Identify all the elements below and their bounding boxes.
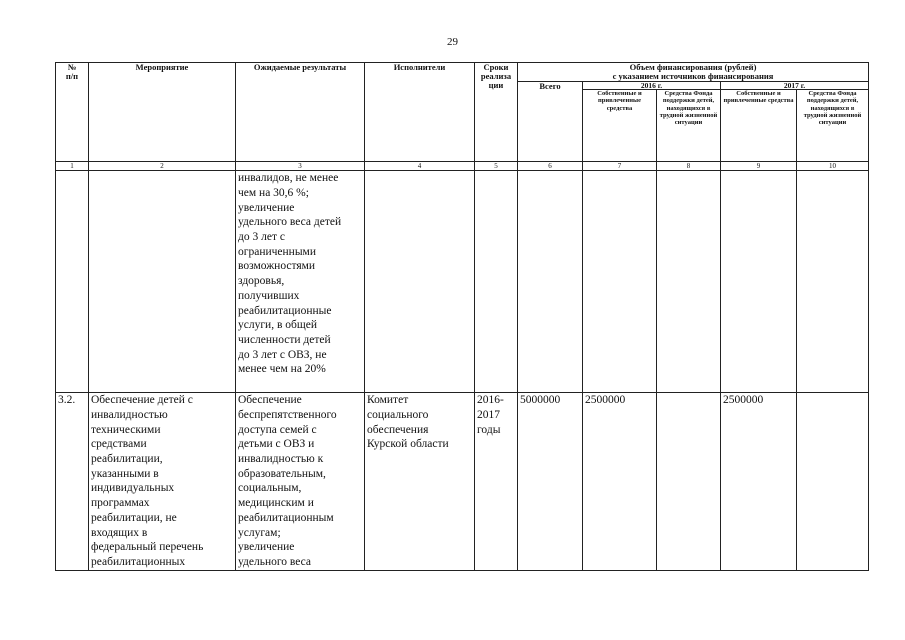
header-year-2016: 2016 г. xyxy=(583,82,721,90)
column-number: 6 xyxy=(518,162,583,171)
table-row xyxy=(56,393,869,571)
header-fund-support-2017: Средства Фонда поддержки детей, находящихся в трудной жизненной ситуации xyxy=(797,90,869,162)
cell-no: 3.2. xyxy=(56,393,89,571)
column-number: 9 xyxy=(721,162,797,171)
cell-own-2016: 2500000 xyxy=(583,393,657,571)
header-executors: Исполнители xyxy=(365,63,475,162)
page-number: 29 xyxy=(447,36,458,48)
cell-fund-2017 xyxy=(797,393,869,571)
cell-results: Обеспечение беспрепятственного доступа семей с детьми с ОВЗ и инвалидностью к образовательным, социальным, медицинским и реабилитационным услугам; увеличение удельного веса xyxy=(236,393,365,571)
cell-own-2017: 2500000 xyxy=(721,393,797,571)
cell-event xyxy=(89,171,236,393)
header-year-2017: 2017 г. xyxy=(721,82,869,90)
cell-total: 5000000 xyxy=(518,393,583,571)
column-number: 1 xyxy=(56,162,89,171)
cell-own-2016 xyxy=(583,171,657,393)
column-number: 2 xyxy=(89,162,236,171)
header-fund-support-2016: Средства Фонда поддержки детей, находящихся в трудной жизненной ситуации xyxy=(657,90,721,162)
column-number: 5 xyxy=(475,162,518,171)
cell-executors xyxy=(365,171,475,393)
column-number: 3 xyxy=(236,162,365,171)
header-total: Всего xyxy=(518,82,583,162)
header-own-funds-2016: Собственные и привлеченные средства xyxy=(583,90,657,162)
cell-terms: 2016- 2017 годы xyxy=(475,393,518,571)
header-terms: Сроки реализа ции xyxy=(475,63,518,162)
header-no: № п/п xyxy=(56,63,89,162)
column-number: 7 xyxy=(583,162,657,171)
cell-own-2017 xyxy=(721,171,797,393)
cell-fund-2017 xyxy=(797,171,869,393)
column-number: 10 xyxy=(797,162,869,171)
cell-executors: Комитет социального обеспечения Курской области xyxy=(365,393,475,571)
cell-terms xyxy=(475,171,518,393)
header-event: Мероприятие xyxy=(89,63,236,162)
column-number: 4 xyxy=(365,162,475,171)
cell-no xyxy=(56,171,89,393)
column-number-row xyxy=(56,162,869,171)
financing-table xyxy=(55,62,869,571)
cell-fund-2016 xyxy=(657,393,721,571)
cell-event: Обеспечение детей с инвалидностью техническими средствами реабилитации, указанными в индивидуальных программах реабилитации, не входящих в федеральный перечень реабилитационных xyxy=(89,393,236,571)
column-number: 8 xyxy=(657,162,721,171)
cell-fund-2016 xyxy=(657,171,721,393)
cell-results: инвалидов, не менее чем на 30,6 %; увеличение удельного веса детей до 3 лет с ограниченными возможностями здоровья, получивших реабилитационные услуги, в общей численности детей до 3 лет с ОВЗ, не менее чем на 20% xyxy=(236,171,365,393)
header-own-funds-2017: Собственные и привлеченные средства xyxy=(721,90,797,162)
header-results: Ожидаемые результаты xyxy=(236,63,365,162)
header-financing: Объем финансирования (рублей) с указанием источников финансирования xyxy=(518,63,869,82)
table-row xyxy=(56,171,869,393)
cell-total xyxy=(518,171,583,393)
